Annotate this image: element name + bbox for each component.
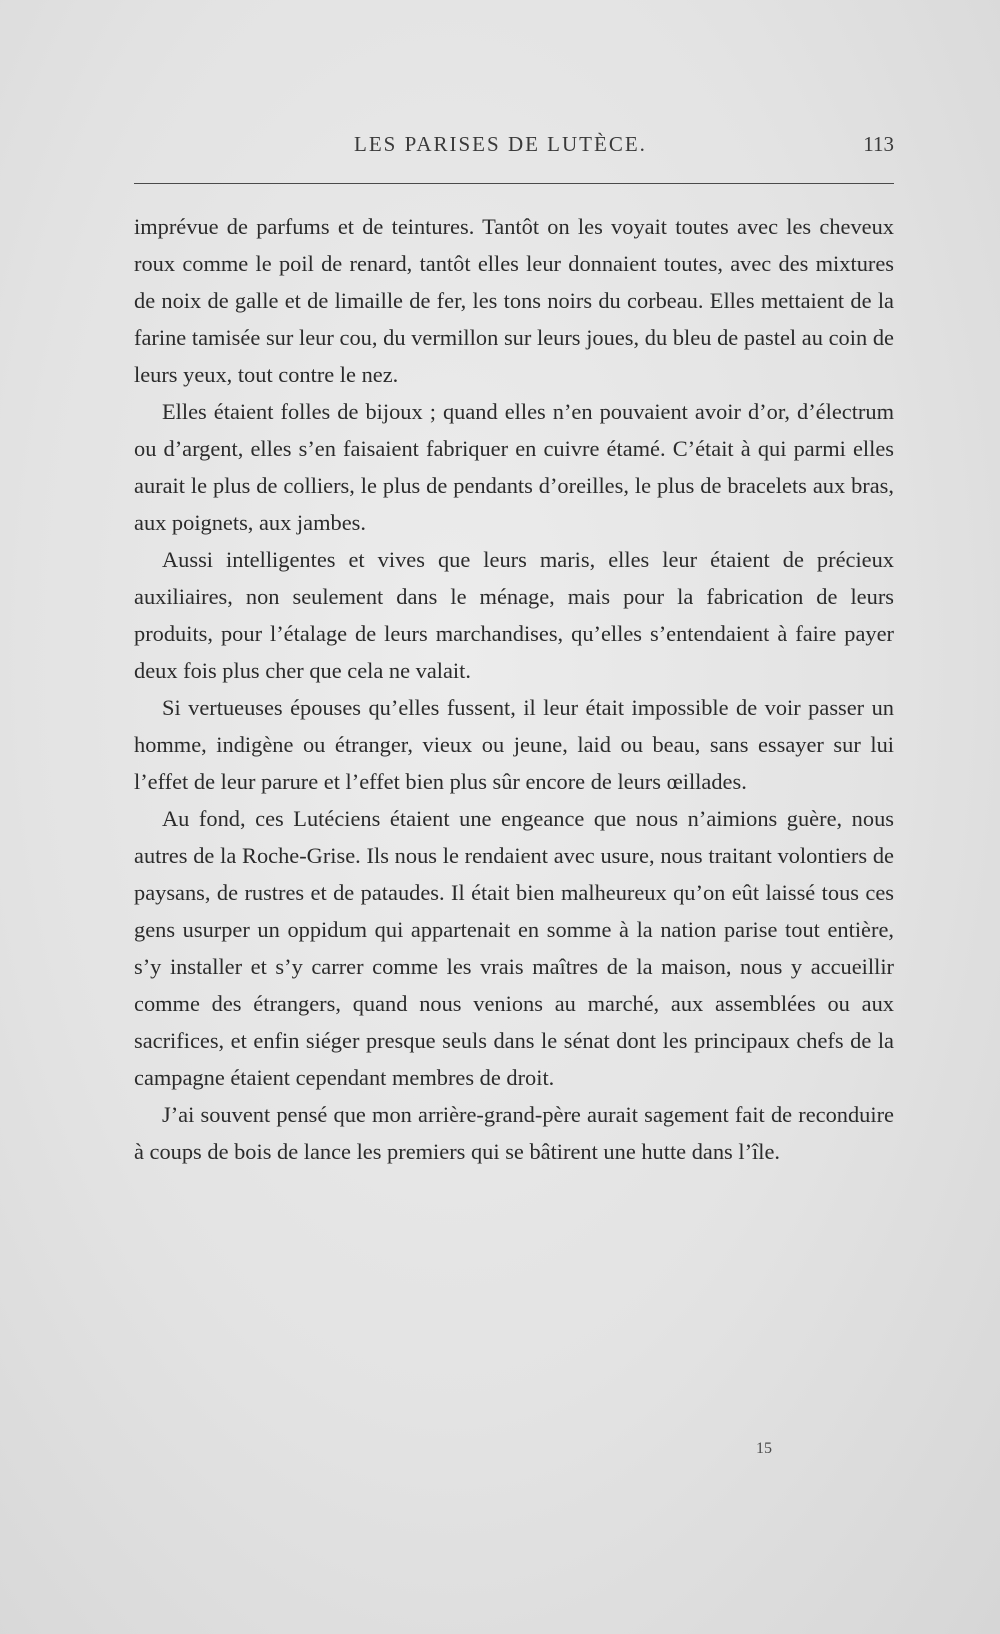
paragraph: J’ai souvent pensé que mon arrière-grand-père aurait sagement fait de reconduire à coups de bois de lance les premiers qui se bâtirent une hutte dans l’île.: [134, 1102, 894, 1164]
running-title: LES PARISES DE LUTÈCE.: [354, 132, 647, 156]
body-text: [134, 208, 894, 1170]
paragraph: Au fond, ces Lutéciens étaient une engeance que nous n’aimions guère, nous autres de la Roche-Grise. Ils nous le rendaient avec usure, nous traitant volontiers de paysans, de rustres et de pataudes. Il était bien malheureux qu’on eût laissé tous ces gens usurper un oppidum qui appartenait en somme à la nation parise tout entière, s’y installer et s’y carrer comme les vrais maîtres de la maison, nous y accueillir comme des étrangers, quand nous venions au marché, aux assemblées ou aux sacrifices, et enfin siéger presque seuls dans le sénat dont les principaux chefs de la campagne étaient cependant membres de droit.: [134, 806, 894, 1090]
header-rule: [134, 183, 894, 184]
paragraph: Aussi intelligentes et vives que leurs maris, elles leur étaient de précieux auxiliaires, non seulement dans le ménage, mais pour la fabrication de leurs produits, pour l’étalage de leurs marchandises, qu’elles s’entendaient à faire payer deux fois plus cher que cela ne valait.: [134, 547, 894, 683]
page-number: 113: [863, 132, 894, 156]
paragraph: imprévue de parfums et de teintures. Tantôt on les voyait toutes avec les cheveux roux comme le poil de renard, tantôt elles leur donnaient toutes, avec des mixtures de noix de galle et de limaille de fer, les tons noirs du corbeau. Elles mettaient de la farine tamisée sur leur cou, du vermillon sur leurs joues, du bleu de pastel au coin de leurs yeux, tout contre le nez.: [134, 214, 894, 387]
paragraph: Si vertueuses épouses qu’elles fussent, il leur était impossible de voir passer un homme, indigène ou étranger, vieux ou jeune, laid ou beau, sans essayer sur lui l’effet de leur parure et l’effet bien plus sûr encore de leurs œillades.: [134, 695, 894, 794]
paragraph: Elles étaient folles de bijoux ; quand elles n’en pouvaient avoir d’or, d’électrum ou d’argent, elles s’en faisaient fabriquer en cuivre étamé. C’était à qui parmi elles aurait le plus de colliers, le plus de pendants d’oreilles, le plus de bracelets aux bras, aux poignets, aux jambes.: [134, 399, 894, 535]
page-header: [134, 132, 894, 168]
signature-mark: 15: [756, 1440, 772, 1457]
